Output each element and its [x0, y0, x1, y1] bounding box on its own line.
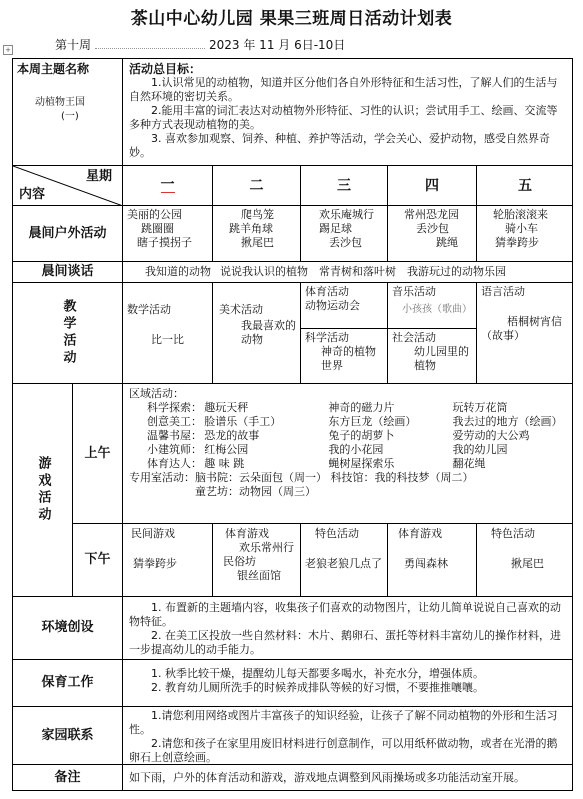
day-header-tue: 二 [212, 165, 300, 205]
area-item: 爱劳动的大公鸡 [452, 429, 530, 442]
teaching-cell-fri: 语言活动 梧桐树宵信（故事） [476, 282, 573, 383]
theme-header: 本周主题名称 [17, 62, 90, 76]
talk-topic: 我游玩过的动物乐园 [407, 265, 506, 278]
games-pm-label: 下午 [72, 523, 122, 596]
week-label: 第十周 [55, 38, 92, 52]
environment-label: 环境创设 [12, 596, 122, 659]
teaching-cell-wed-b: 科学活动 神奇的植物世界 [300, 328, 387, 383]
theme-cell [12, 58, 122, 165]
area-row [147, 415, 567, 429]
games-label-cell [12, 383, 72, 596]
day-header-wed: 三 [300, 165, 387, 205]
area-item: 脸谱乐（手工） [204, 415, 282, 428]
week-dates: 2023 年 11 月 6日-10日 [209, 38, 346, 52]
area-title: 区域活动： [129, 387, 184, 400]
games-am-label: 上午 [72, 383, 122, 523]
day-header-corner [12, 165, 122, 205]
week-line [55, 36, 475, 53]
area-row [147, 429, 567, 443]
teaching-cell-thu-a: 音乐活动 小孩孩（歌曲） [387, 282, 476, 328]
area-name: 创意美工： [147, 415, 202, 428]
home-label: 家园联系 [12, 706, 122, 764]
area-row [147, 443, 567, 457]
area-item: 玩转万花筒 [452, 401, 508, 414]
goal-item: 3. 喜欢参加观察、饲养、种植、养护等活动，学会关心、爱护动物，感受自然界奇妙。 [129, 132, 550, 159]
morning-talk-cell [122, 261, 573, 282]
day-header-mon: 一 [122, 165, 212, 205]
area-name: 温馨书屋： [147, 429, 202, 442]
week-header-label: 星期 [85, 169, 112, 184]
outdoor-cell-thu: 常州恐龙园 丢沙包 跳绳 [387, 205, 476, 261]
teaching-cell-mon: 数学活动 比一比 [122, 282, 212, 383]
area-item: 趣玩天秤 [204, 401, 249, 414]
content-header-label: 内容 [19, 187, 46, 202]
games-pm-cell-tue: 体育游戏 欢乐常州行 民俗坊 银丝面馆 [212, 523, 300, 596]
notes-cell: 如下雨，户外的体育活动和游戏，游戏地点调整到风雨操场或多功能活动室开展。 [122, 764, 573, 791]
special-room-2: 童艺坊：动物园（周三） [195, 485, 316, 498]
goals-cell [122, 58, 573, 165]
special-room: 专用室活动：脑书院：云朵面包（周一） 科技馆：我的科技梦（周二） [129, 471, 474, 484]
outdoor-cell-tue: 爬鸟笼 跳羊角球 揪尾巴 [212, 205, 300, 261]
area-item: 恐龙的故事 [204, 429, 260, 442]
area-name: 小建筑师： [147, 443, 202, 456]
area-item: 我去过的地方（绘画） [452, 415, 563, 428]
talk-topic: 说说我认识的植物 [220, 265, 308, 278]
care-label: 保育工作 [12, 659, 122, 706]
outdoor-cell-mon: 美丽的公园 跳圈圈 瞎子摸拐子 [122, 205, 212, 261]
teaching-cell-wed-a: 体育活动 动物运动会 [300, 282, 387, 328]
area-item: 翻花绳 [452, 457, 486, 470]
area-name: 科学探索： [147, 401, 202, 414]
environment-cell: 1. 布置新的主题墙内容，收集孩子们喜欢的动物图片，让幼儿简单说说自己喜欢的动物特征。 2. 在美工区投放一些自然材料：木片、鹅卵石、蛋托等材料丰富幼儿的操作材料，进一步提高幼儿的动手能力。 [122, 596, 573, 659]
table-anchor-icon[interactable]: + [3, 45, 13, 55]
plan-table [12, 58, 573, 791]
home-cell: 1.请您利用网络或图片丰富孩子的知识经验，让孩子了解不同动植物的外形和生活习性。 2.请您和孩子在家里用废旧材料进行创意制作，可以用纸杯做动物，或者在光滑的鹅卵石上创意绘画。 [122, 706, 573, 764]
goal-item: 2.能用丰富的词汇表达对动植物外形特征、习性的认识；尝试用手工、绘画、交流等多种方式表现动植物的美。 [129, 104, 558, 131]
area-item: 神奇的磁力片 [328, 401, 395, 414]
teaching-cell-tue: 美术活动 我最喜欢的动物 [212, 282, 300, 383]
day-header-fri: 五 [476, 165, 573, 205]
games-am-cell [122, 383, 573, 523]
area-item: 我的小花园 [328, 443, 384, 456]
goals-header: 活动总目标： [129, 62, 202, 76]
area-row [147, 457, 567, 471]
area-item: 我的幼儿园 [452, 443, 508, 456]
day-header-thu: 四 [387, 165, 476, 205]
teaching-label: 教学活动 [60, 299, 76, 367]
area-item: 红梅公园 [204, 443, 249, 456]
talk-topic: 常青树和落叶树 [319, 265, 396, 278]
teaching-label-cell [12, 282, 122, 383]
area-row [147, 401, 567, 415]
theme-name: 动植物王国 [35, 97, 85, 108]
talk-topic: 我知道的动物 [145, 265, 211, 278]
area-item: 趣 味 跳 [204, 457, 245, 470]
games-label: 游戏活动 [35, 456, 51, 524]
games-pm-cell-wed: 特色活动 老狼老狼几点了 [300, 523, 387, 596]
theme-sub: (一) [61, 111, 79, 122]
games-pm-cell-fri: 特色活动 揪尾巴 [476, 523, 573, 596]
outdoor-cell-fri: 轮胎滚滚来 骑小车 猜拳跨步 [476, 205, 573, 261]
care-cell: 1. 秋季比较干燥，提醒幼儿每天都要多喝水，补充水分，增强体质。 2. 教育幼儿厕所洗手的时候养成排队等候的好习惯，不要推推嚷嚷。 [122, 659, 573, 706]
notes-label: 备注 [12, 764, 122, 791]
area-item: 兔子的胡萝卜 [328, 429, 395, 442]
games-pm-cell-mon: 民间游戏 猜拳跨步 [122, 523, 212, 596]
outdoor-label: 晨间户外活动 [12, 205, 122, 261]
area-item: 东方巨龙（绘画） [328, 415, 417, 428]
area-item: 蝇树屋探索乐 [328, 457, 395, 470]
games-pm-cell-thu: 体育游戏 勇闯森林 [387, 523, 476, 596]
area-name: 体育达人： [147, 457, 202, 470]
page-title: 茶山中心幼儿园 果果三班周日活动计划表 [130, 9, 453, 29]
morning-talk-label: 晨间谈话 [12, 261, 122, 282]
teaching-cell-thu-b: 社会活动 幼儿园里的植物 [387, 328, 476, 383]
goal-item: 1.认识常见的动植物，知道并区分他们各自外形特征和生活习性，了解人们的生活与自然环境的密切关系。 [129, 76, 558, 103]
outdoor-cell-wed: 欢乐庵城行 踢足球 丢沙包 [300, 205, 387, 261]
area-list [129, 401, 567, 471]
